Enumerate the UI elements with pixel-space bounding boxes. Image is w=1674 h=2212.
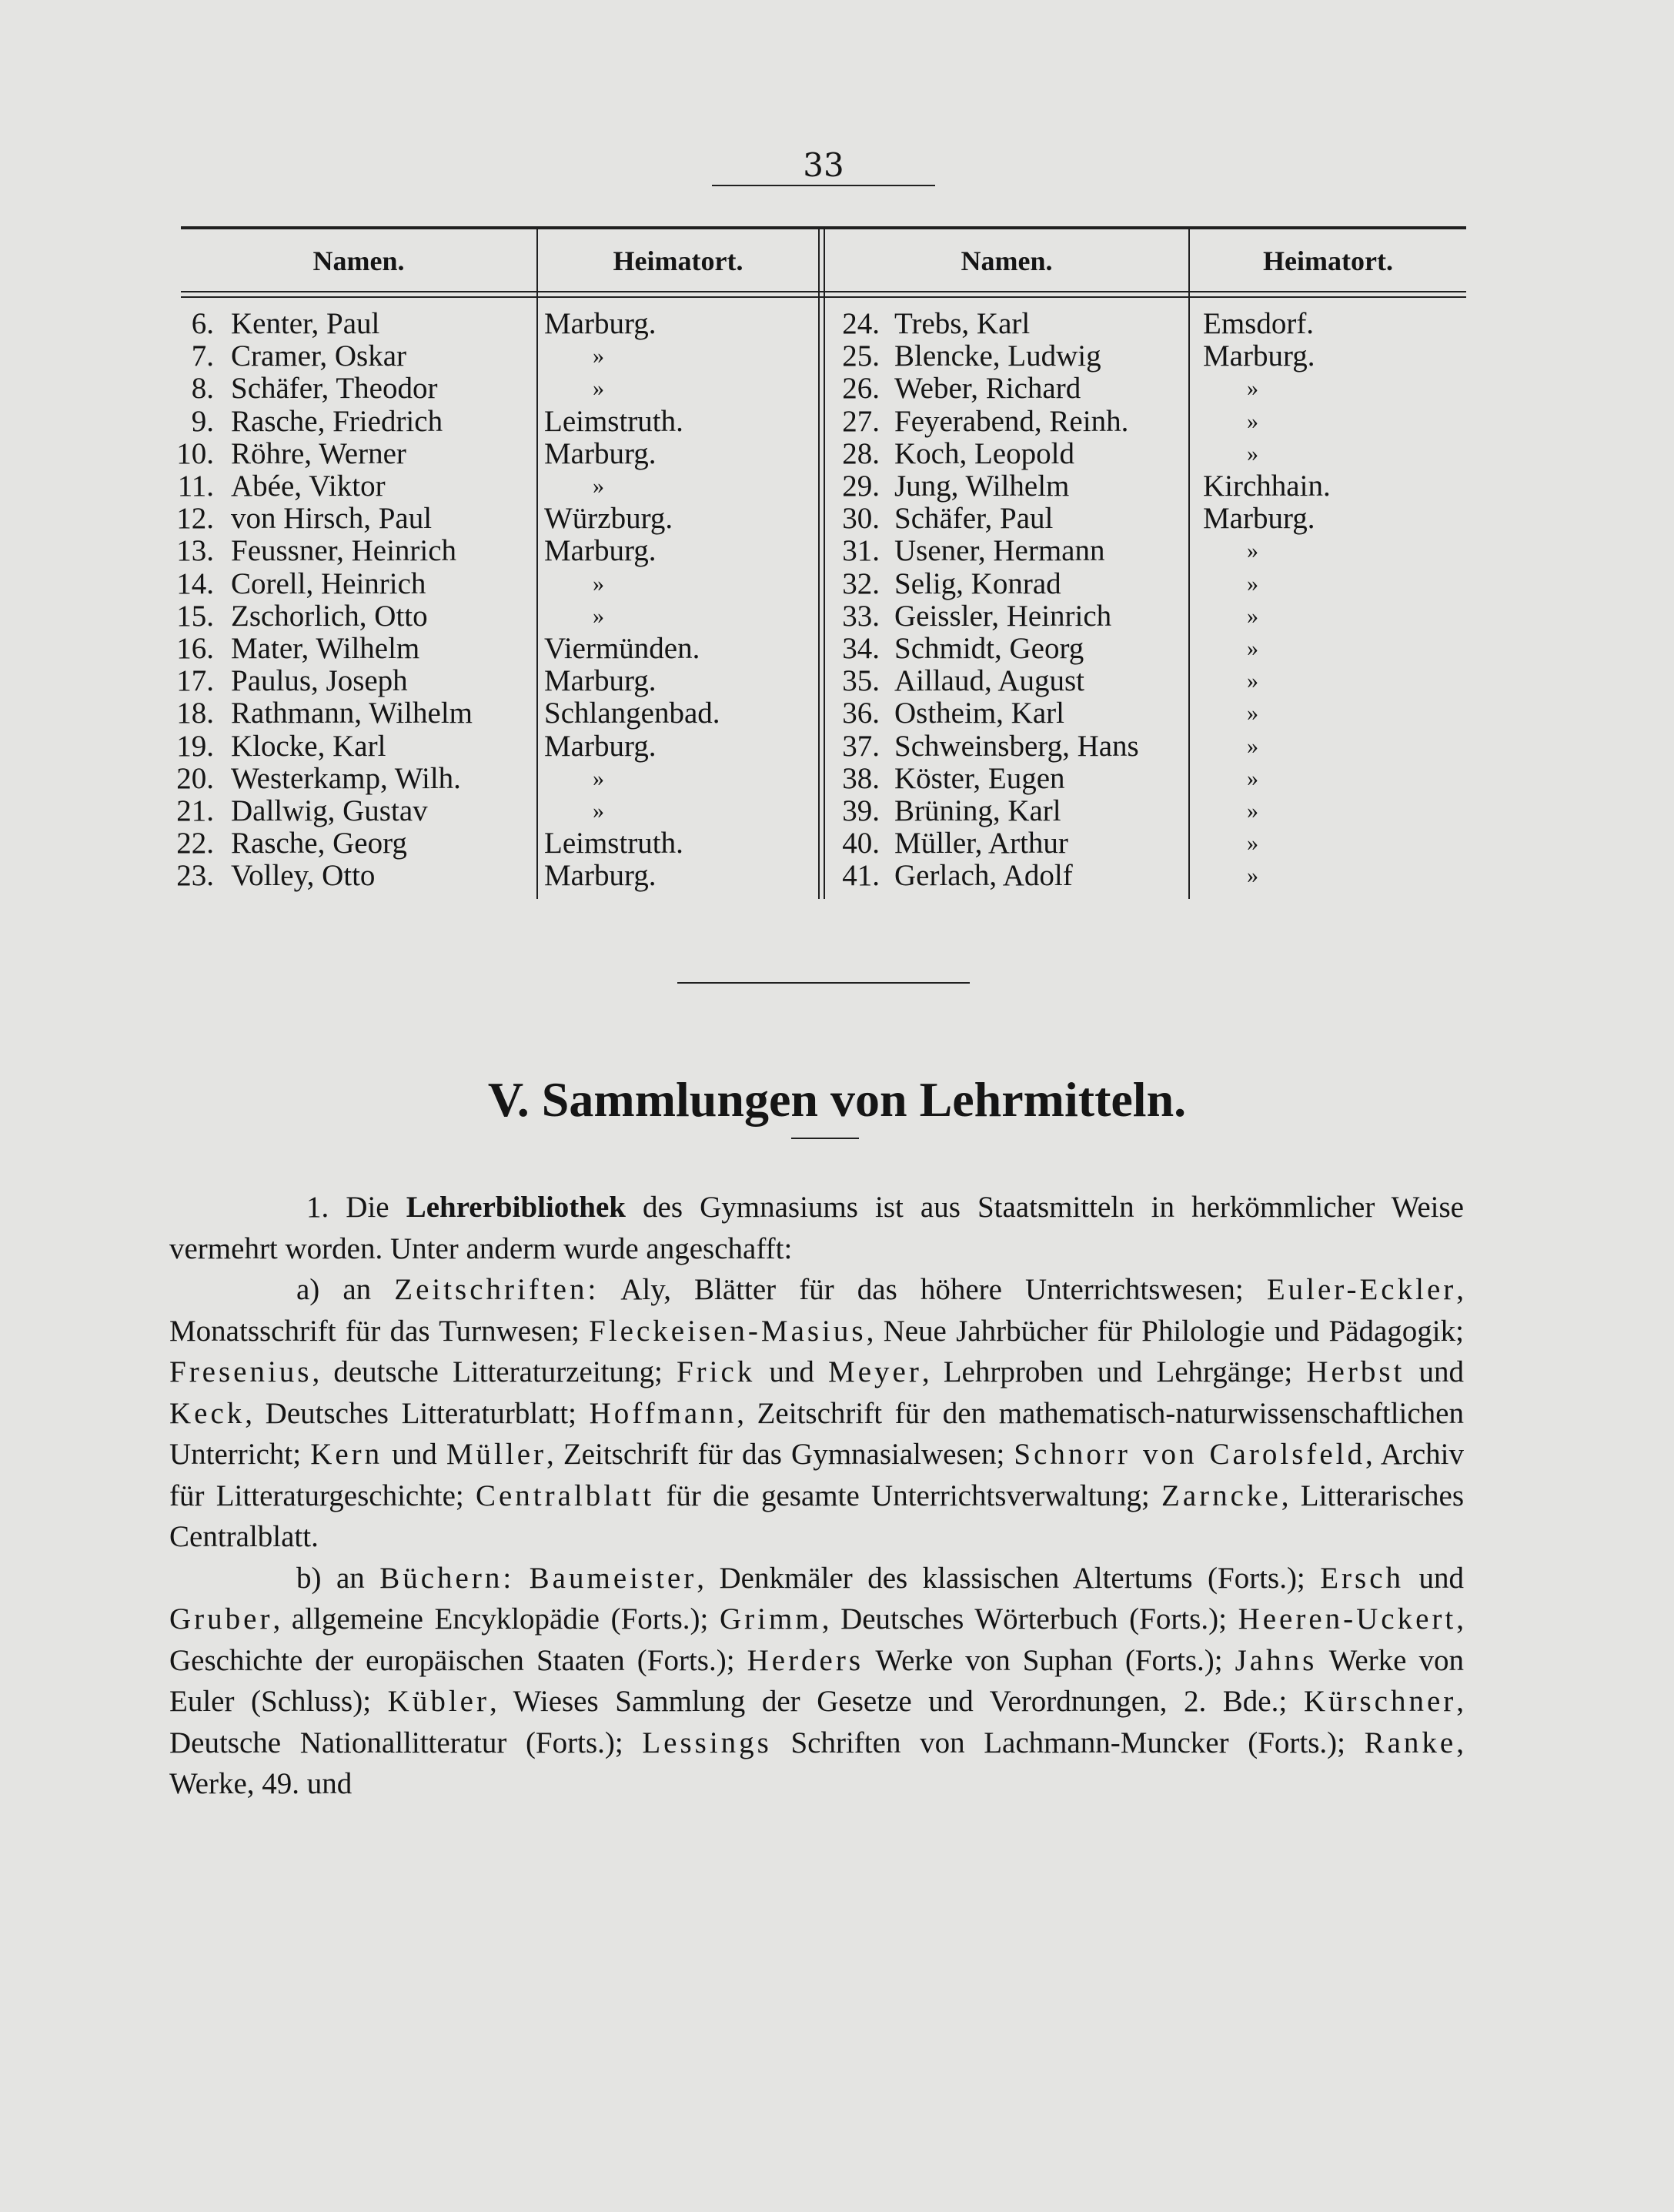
row-number: 14.	[176, 566, 214, 600]
row-heimatort: »	[1247, 798, 1258, 824]
spaced-term: Müller	[446, 1438, 547, 1471]
spaced-term: Zarncke	[1161, 1479, 1281, 1512]
row-name: Geissler, Heinrich	[894, 599, 1112, 633]
row-name: Schmidt, Georg	[894, 632, 1084, 665]
row-heimatort: »	[593, 343, 604, 369]
spaced-term: Ersch	[1320, 1561, 1405, 1595]
text-run: , Lehrproben und Lehrgänge;	[921, 1355, 1307, 1388]
row-name: Abée, Viktor	[231, 469, 386, 503]
spaced-term: Herders	[747, 1643, 864, 1677]
row-number: 34.	[842, 632, 880, 665]
text-run: für die gesamte Unterrichtsverwaltung;	[654, 1479, 1162, 1512]
row-name: Feussner, Heinrich	[231, 534, 457, 568]
row-number: 12.	[176, 502, 214, 536]
header-heimatort-left: Heimatort.	[613, 246, 743, 276]
row-number: 24.	[842, 307, 880, 340]
row-name: Cramer, Oskar	[231, 339, 407, 373]
header-namen-left: Namen.	[312, 246, 405, 276]
row-name: Rathmann, Wilhelm	[231, 697, 473, 730]
table-row	[0, 503, 1674, 535]
text-run: , deutsche Litteraturzeitung;	[312, 1355, 677, 1388]
text-run: und	[755, 1355, 829, 1388]
row-heimatort: Leimstruth.	[544, 404, 683, 438]
table-row	[0, 568, 1674, 600]
row-heimatort: »	[593, 376, 604, 402]
row-number: 23.	[176, 859, 214, 893]
text-run: , Deutsches Litteraturblatt;	[245, 1396, 590, 1430]
row-number: 16.	[176, 632, 214, 665]
row-number: 7.	[191, 339, 214, 373]
text-run: , Zeitschrift für das Gymnasialwesen;	[546, 1438, 1014, 1471]
row-heimatort: »	[593, 603, 604, 629]
row-name: Westerkamp, Wilh.	[231, 761, 461, 795]
row-number: 13.	[176, 534, 214, 568]
text-run: , allgemeine Encyklopädie (Forts.);	[272, 1602, 720, 1636]
p1-rest: des Gymnasiums ist aus Staatsmitteln in herkömmlicher Weise vermehrt worden. Unter anderm wurde angeschafft:	[169, 1191, 1464, 1265]
text-run: , Archiv für Litteraturgeschichte;	[169, 1438, 1465, 1512]
section-title: V. Sammlungen von Lehrmitteln.	[487, 1072, 1187, 1127]
row-name: Schäfer, Paul	[894, 502, 1054, 536]
row-heimatort: »	[1247, 765, 1258, 791]
table-row	[0, 633, 1674, 665]
row-heimatort: »	[1247, 863, 1258, 889]
spaced-term: Kürschner	[1303, 1685, 1457, 1718]
row-name: Müller, Arthur	[894, 827, 1068, 860]
table-row	[0, 340, 1674, 373]
row-number: 35.	[842, 664, 880, 698]
row-name: Aillaud, August	[894, 664, 1085, 698]
row-name: Rasche, Georg	[231, 827, 407, 860]
row-name: Röhre, Werner	[231, 436, 406, 470]
row-name: Köster, Eugen	[894, 761, 1065, 795]
spaced-term: Gruber	[169, 1602, 273, 1636]
title-rule	[791, 1138, 859, 1139]
row-heimatort: Leimstruth.	[544, 827, 683, 860]
spaced-term: Schnorr von Carolsfeld	[1014, 1438, 1366, 1471]
row-heimatort: Marburg.	[1203, 502, 1315, 536]
row-number: 33.	[842, 599, 880, 633]
row-heimatort: »	[1247, 733, 1258, 759]
row-number: 17.	[176, 664, 214, 698]
row-name: Zschorlich, Otto	[231, 599, 428, 633]
spaced-term: Hoffmann	[589, 1396, 737, 1430]
row-name: Feyerabend, Reinh.	[894, 404, 1129, 438]
row-heimatort: Marburg.	[544, 307, 657, 340]
row-name: Volley, Otto	[231, 859, 376, 893]
spaced-term: Kübler	[387, 1685, 490, 1718]
row-heimatort: Marburg.	[544, 534, 657, 568]
table-row	[0, 697, 1674, 730]
row-name: Blencke, Ludwig	[894, 339, 1101, 373]
spaced-term: Lessings	[642, 1726, 772, 1759]
text-run: Werke von Suphan (Forts.);	[864, 1643, 1235, 1677]
row-name: Ostheim, Karl	[894, 697, 1064, 730]
page-number-rule	[712, 185, 935, 186]
row-number: 40.	[842, 827, 880, 860]
page-number: 33	[803, 146, 844, 184]
row-name: Usener, Hermann	[894, 534, 1105, 568]
row-heimatort: »	[1247, 440, 1258, 466]
row-number: 25.	[842, 339, 880, 373]
row-heimatort: »	[1247, 830, 1258, 857]
row-name: Schweinsberg, Hans	[894, 729, 1139, 763]
text-run: und	[383, 1438, 446, 1471]
table-row	[0, 763, 1674, 795]
row-name: Koch, Leopold	[894, 436, 1074, 470]
paragraph-zeitschriften	[169, 1269, 1464, 1558]
row-heimatort: Marburg.	[544, 859, 657, 893]
row-heimatort: Viermünden.	[544, 632, 700, 665]
spaced-term: Zeitschriften:	[394, 1273, 600, 1306]
row-number: 8.	[191, 372, 214, 406]
text-run: und	[1405, 1355, 1464, 1388]
text-run: , Geschichte der europäischen Staaten (Forts.);	[169, 1602, 1464, 1677]
row-name: Klocke, Karl	[231, 729, 386, 763]
spaced-term: Euler-Eckler	[1266, 1273, 1457, 1306]
row-name: Corell, Heinrich	[231, 566, 426, 600]
text-run: b) an	[296, 1561, 380, 1595]
row-heimatort: Marburg.	[1203, 339, 1315, 373]
separator-rule	[677, 982, 970, 984]
row-number: 27.	[842, 404, 880, 438]
table-row	[0, 535, 1674, 567]
spaced-term: Centralblatt	[475, 1479, 655, 1512]
table-row	[0, 665, 1674, 697]
row-heimatort: Marburg.	[544, 729, 657, 763]
text-run: Schriften von Lachmann-Muncker (Forts.);	[771, 1726, 1365, 1759]
row-number: 36.	[842, 697, 880, 730]
row-number: 20.	[176, 761, 214, 795]
row-number: 19.	[176, 729, 214, 763]
row-heimatort: Marburg.	[544, 664, 657, 698]
spaced-term: Keck	[169, 1396, 246, 1430]
header-namen-right: Namen.	[961, 246, 1053, 276]
spaced-term: Fleckeisen-Masius	[589, 1314, 867, 1348]
spaced-term: Kern	[310, 1438, 383, 1471]
text-run: , Monatsschrift für das Turnwesen;	[169, 1273, 1464, 1348]
row-number: 29.	[842, 469, 880, 503]
text-run: , Denkmäler des klassischen Altertums (Forts.);	[697, 1561, 1321, 1595]
spaced-term: Meyer	[828, 1355, 922, 1388]
spaced-term: Herbst	[1306, 1355, 1405, 1388]
row-heimatort: Schlangenbad.	[544, 697, 720, 730]
header-heimatort-right: Heimatort.	[1263, 246, 1393, 276]
table-row	[0, 600, 1674, 633]
row-heimatort: Würzburg.	[544, 502, 673, 536]
row-name: Mater, Wilhelm	[231, 632, 420, 665]
spaced-term: Heeren-Uckert	[1238, 1602, 1457, 1636]
table-row	[0, 730, 1674, 763]
text-run: , Werke, 49. und	[169, 1726, 1464, 1800]
row-name: Schäfer, Theodor	[231, 372, 438, 406]
row-number: 15.	[176, 599, 214, 633]
row-name: Jung, Wilhelm	[894, 469, 1070, 503]
row-heimatort: »	[1247, 570, 1258, 596]
row-name: Brüning, Karl	[894, 794, 1061, 827]
text-run	[514, 1562, 529, 1595]
row-number: 41.	[842, 859, 880, 893]
row-name: von Hirsch, Paul	[231, 502, 433, 536]
row-number: 39.	[842, 794, 880, 827]
row-number: 18.	[176, 697, 214, 730]
text-run: Aly, Blätter für das höhere Unterrichtswesen;	[599, 1273, 1267, 1306]
table-row	[0, 795, 1674, 827]
text-run: , Neue Jahrbücher für Philologie und Pädagogik;	[866, 1314, 1464, 1348]
row-number: 32.	[842, 566, 880, 600]
p1-bold: Lehrerbibliothek	[406, 1191, 626, 1224]
spaced-term: Baumeister	[529, 1561, 697, 1595]
table-row	[0, 373, 1674, 405]
row-name: Kenter, Paul	[231, 307, 380, 340]
row-name: Rasche, Friedrich	[231, 404, 443, 438]
row-name: Selig, Konrad	[894, 566, 1061, 600]
row-number: 26.	[842, 372, 880, 406]
row-heimatort: »	[593, 570, 604, 596]
row-number: 9.	[191, 404, 214, 438]
row-heimatort: Kirchhain.	[1203, 469, 1331, 503]
row-heimatort: »	[593, 798, 604, 824]
table-row	[0, 438, 1674, 470]
p1-lead: 1. Die	[306, 1191, 406, 1224]
row-number: 11.	[177, 469, 214, 503]
row-number: 38.	[842, 761, 880, 795]
text-run: und	[1404, 1561, 1465, 1595]
row-heimatort: »	[1247, 668, 1258, 694]
table-row	[0, 406, 1674, 438]
row-heimatort: »	[1247, 603, 1258, 629]
row-number: 37.	[842, 729, 880, 763]
table-row	[0, 827, 1674, 860]
text-run: , Deutsche Nationallitteratur (Forts.);	[169, 1685, 1464, 1759]
paragraph-lehrerbibliothek	[169, 1187, 1464, 1269]
text-run: , Zeitschrift für den mathematisch-naturwissenschaftlichen Unterricht;	[169, 1396, 1464, 1471]
section-body	[169, 1187, 1464, 1805]
row-number: 22.	[176, 827, 214, 860]
row-name: Gerlach, Adolf	[894, 859, 1073, 893]
table-row	[0, 470, 1674, 503]
row-heimatort: »	[1247, 700, 1258, 727]
row-number: 31.	[842, 534, 880, 568]
text-run: , Litterarisches Centralblatt.	[169, 1479, 1465, 1553]
row-heimatort: »	[1247, 636, 1258, 661]
spaced-term: Büchern:	[379, 1561, 515, 1595]
row-number: 6.	[191, 307, 214, 340]
row-heimatort: »	[1247, 376, 1258, 402]
spaced-term: Ranke	[1364, 1726, 1457, 1759]
row-number: 21.	[176, 794, 214, 827]
text-run: Werke von Euler (Schluss);	[169, 1643, 1464, 1718]
row-name: Weber, Richard	[894, 372, 1081, 406]
spaced-term: Frick	[676, 1355, 756, 1388]
row-heimatort: »	[593, 765, 604, 791]
row-heimatort: »	[1247, 408, 1258, 434]
text-run: , Wieses Sammlung der Gesetze und Verordnungen, 2. Bde.;	[489, 1685, 1304, 1718]
spaced-term: Grimm	[720, 1602, 822, 1636]
text-run: a) an	[296, 1273, 395, 1306]
spaced-term: Jahns	[1235, 1643, 1318, 1677]
row-name: Dallwig, Gustav	[231, 794, 428, 827]
spaced-term: Fresenius	[169, 1355, 312, 1388]
row-heimatort: Marburg.	[544, 436, 657, 470]
paragraph-buecher	[169, 1558, 1464, 1805]
row-number: 10.	[176, 436, 214, 470]
text-run: , Deutsches Wörterbuch (Forts.);	[821, 1602, 1238, 1636]
row-number: 28.	[842, 436, 880, 470]
row-name: Trebs, Karl	[894, 307, 1031, 340]
row-heimatort: »	[593, 473, 604, 499]
row-number: 30.	[842, 502, 880, 536]
table-row	[0, 308, 1674, 340]
row-heimatort: Emsdorf.	[1203, 307, 1315, 340]
row-heimatort: »	[1247, 538, 1258, 564]
row-name: Paulus, Joseph	[231, 664, 408, 698]
table-row	[0, 860, 1674, 892]
